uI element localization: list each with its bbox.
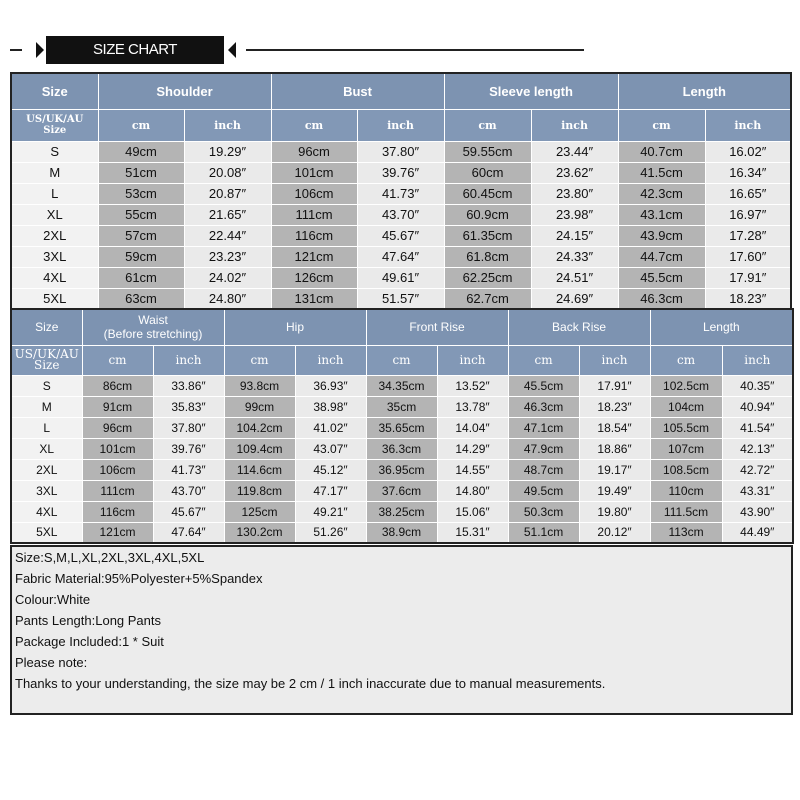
cm-value-cell: 121cm xyxy=(271,246,357,267)
length-header: Length xyxy=(618,73,791,109)
inch-value-cell: 39.76″ xyxy=(153,438,224,459)
cm-value-cell: 93.8cm xyxy=(224,375,295,396)
cm-value-cell: 37.6cm xyxy=(366,480,437,501)
cm-value-cell: 60.45cm xyxy=(444,183,531,204)
cm-value-cell: 111cm xyxy=(271,204,357,225)
cm-value-cell: 40.7cm xyxy=(618,141,705,162)
cm-value-cell: 106cm xyxy=(271,183,357,204)
cm-value-cell: 50.3cm xyxy=(508,501,579,522)
inch-value-cell: 22.44″ xyxy=(184,225,271,246)
cm-value-cell: 131cm xyxy=(271,288,357,309)
inch-value-cell: 35.83″ xyxy=(153,396,224,417)
inch-value-cell: 24.80″ xyxy=(184,288,271,309)
bottom-size-table xyxy=(10,308,794,544)
table-row xyxy=(11,141,791,162)
info-pants-length-line: Pants Length:Long Pants xyxy=(15,613,162,628)
unit-cm: cm xyxy=(650,345,722,375)
cm-value-cell: 36.3cm xyxy=(366,438,437,459)
inch-value-cell: 42.72″ xyxy=(722,459,793,480)
size-cell: L xyxy=(11,417,82,438)
banner-right-notch xyxy=(228,42,236,58)
inch-value-cell: 45.67″ xyxy=(153,501,224,522)
inch-value-cell: 40.94″ xyxy=(722,396,793,417)
size-cell: 4XL xyxy=(11,501,82,522)
inch-value-cell: 42.13″ xyxy=(722,438,793,459)
cm-value-cell: 49cm xyxy=(98,141,184,162)
inch-value-cell: 21.65″ xyxy=(184,204,271,225)
unit-inch: inch xyxy=(184,109,271,141)
bottom-table-unit-row xyxy=(11,345,793,375)
inch-value-cell: 43.31″ xyxy=(722,480,793,501)
cm-value-cell: 121cm xyxy=(82,522,153,543)
cm-value-cell: 114.6cm xyxy=(224,459,295,480)
size-region-label: US/UK/AU Size xyxy=(11,345,82,375)
cm-value-cell: 101cm xyxy=(271,162,357,183)
inch-value-cell: 17.91″ xyxy=(579,375,650,396)
cm-value-cell: 46.3cm xyxy=(508,396,579,417)
inch-value-cell: 40.35″ xyxy=(722,375,793,396)
bust-header: Bust xyxy=(271,73,444,109)
sleeve-length-header: Sleeve length xyxy=(444,73,618,109)
cm-value-cell: 119.8cm xyxy=(224,480,295,501)
inch-value-cell: 43.70″ xyxy=(153,480,224,501)
inch-value-cell: 17.28″ xyxy=(705,225,791,246)
cm-value-cell: 111.5cm xyxy=(650,501,722,522)
inch-value-cell: 18.23″ xyxy=(579,396,650,417)
unit-cm: cm xyxy=(508,345,579,375)
size-chart-header xyxy=(0,36,800,66)
inch-value-cell: 16.02″ xyxy=(705,141,791,162)
table-row xyxy=(11,183,791,204)
table-row xyxy=(11,246,791,267)
inch-value-cell: 47.64″ xyxy=(153,522,224,543)
cm-value-cell: 99cm xyxy=(224,396,295,417)
inch-value-cell: 41.73″ xyxy=(153,459,224,480)
cm-value-cell: 44.7cm xyxy=(618,246,705,267)
inch-value-cell: 18.23″ xyxy=(705,288,791,309)
unit-cm: cm xyxy=(271,109,357,141)
bottom-table-body xyxy=(11,375,793,543)
top-table-header-row xyxy=(11,73,791,109)
inch-value-cell: 33.86″ xyxy=(153,375,224,396)
cm-value-cell: 110cm xyxy=(650,480,722,501)
inch-value-cell: 20.12″ xyxy=(579,522,650,543)
inch-value-cell: 19.49″ xyxy=(579,480,650,501)
inch-value-cell: 39.76″ xyxy=(357,162,444,183)
cm-value-cell: 48.7cm xyxy=(508,459,579,480)
size-cell: 5XL xyxy=(11,288,98,309)
cm-value-cell: 107cm xyxy=(650,438,722,459)
cm-value-cell: 125cm xyxy=(224,501,295,522)
cm-value-cell: 63cm xyxy=(98,288,184,309)
info-package-line: Package Included:1 * Suit xyxy=(15,634,164,649)
cm-value-cell: 35.65cm xyxy=(366,417,437,438)
table-row xyxy=(11,267,791,288)
table-row xyxy=(11,288,791,309)
cm-value-cell: 57cm xyxy=(98,225,184,246)
unit-inch: inch xyxy=(579,345,650,375)
table-row xyxy=(11,225,791,246)
cm-value-cell: 96cm xyxy=(271,141,357,162)
cm-value-cell: 60cm xyxy=(444,162,531,183)
cm-value-cell: 45.5cm xyxy=(618,267,705,288)
inch-value-cell: 38.98″ xyxy=(295,396,366,417)
unit-inch: inch xyxy=(437,345,508,375)
unit-inch: inch xyxy=(722,345,793,375)
cm-value-cell: 36.95cm xyxy=(366,459,437,480)
cm-value-cell: 126cm xyxy=(271,267,357,288)
table-row xyxy=(11,162,791,183)
info-size-line: Size:S,M,L,XL,2XL,3XL,4XL,5XL xyxy=(15,550,205,565)
bottom-table-header-row xyxy=(11,309,793,345)
unit-cm: cm xyxy=(444,109,531,141)
size-header: Size xyxy=(11,73,98,109)
cm-value-cell: 105.5cm xyxy=(650,417,722,438)
inch-value-cell: 41.54″ xyxy=(722,417,793,438)
header-dash xyxy=(10,49,22,51)
inch-value-cell: 19.29″ xyxy=(184,141,271,162)
inch-value-cell: 17.91″ xyxy=(705,267,791,288)
cm-value-cell: 116cm xyxy=(271,225,357,246)
cm-value-cell: 51.1cm xyxy=(508,522,579,543)
front-rise-header: Front Rise xyxy=(366,309,508,345)
inch-value-cell: 36.93″ xyxy=(295,375,366,396)
cm-value-cell: 59cm xyxy=(98,246,184,267)
inch-value-cell: 23.62″ xyxy=(531,162,618,183)
inch-value-cell: 19.17″ xyxy=(579,459,650,480)
inch-value-cell: 44.49″ xyxy=(722,522,793,543)
inch-value-cell: 23.44″ xyxy=(531,141,618,162)
cm-value-cell: 106cm xyxy=(82,459,153,480)
cm-value-cell: 38.9cm xyxy=(366,522,437,543)
inch-value-cell: 16.65″ xyxy=(705,183,791,204)
size-cell: 3XL xyxy=(11,246,98,267)
inch-value-cell: 23.98″ xyxy=(531,204,618,225)
back-rise-header: Back Rise xyxy=(508,309,650,345)
inch-value-cell: 14.29″ xyxy=(437,438,508,459)
inch-value-cell: 14.80″ xyxy=(437,480,508,501)
table-row xyxy=(11,480,793,501)
table-row xyxy=(11,438,793,459)
inch-value-cell: 45.12″ xyxy=(295,459,366,480)
cm-value-cell: 111cm xyxy=(82,480,153,501)
size-cell: L xyxy=(11,183,98,204)
cm-value-cell: 96cm xyxy=(82,417,153,438)
size-chart-title: SIZE CHART xyxy=(46,36,224,64)
size-cell: M xyxy=(11,162,98,183)
cm-value-cell: 116cm xyxy=(82,501,153,522)
inch-value-cell: 51.26″ xyxy=(295,522,366,543)
table-row xyxy=(11,204,791,225)
cm-value-cell: 45.5cm xyxy=(508,375,579,396)
size-cell: 2XL xyxy=(11,225,98,246)
inch-value-cell: 18.86″ xyxy=(579,438,650,459)
inch-value-cell: 13.52″ xyxy=(437,375,508,396)
inch-value-cell: 13.78″ xyxy=(437,396,508,417)
unit-inch: inch xyxy=(357,109,444,141)
banner-left-notch xyxy=(36,42,44,58)
size-cell: 4XL xyxy=(11,267,98,288)
cm-value-cell: 43.9cm xyxy=(618,225,705,246)
cm-value-cell: 109.4cm xyxy=(224,438,295,459)
cm-value-cell: 104.2cm xyxy=(224,417,295,438)
unit-cm: cm xyxy=(224,345,295,375)
table-row xyxy=(11,522,793,543)
inch-value-cell: 14.55″ xyxy=(437,459,508,480)
cm-value-cell: 102.5cm xyxy=(650,375,722,396)
size-cell: S xyxy=(11,375,82,396)
inch-value-cell: 43.70″ xyxy=(357,204,444,225)
cm-value-cell: 47.9cm xyxy=(508,438,579,459)
cm-value-cell: 61.35cm xyxy=(444,225,531,246)
cm-value-cell: 61cm xyxy=(98,267,184,288)
info-note-text: Thanks to your understanding, the size may be 2 cm / 1 inch inaccurate due to manual measurements. xyxy=(15,676,606,691)
cm-value-cell: 43.1cm xyxy=(618,204,705,225)
unit-inch: inch xyxy=(531,109,618,141)
cm-value-cell: 59.55cm xyxy=(444,141,531,162)
cm-value-cell: 51cm xyxy=(98,162,184,183)
table-row xyxy=(11,417,793,438)
size-cell: XL xyxy=(11,438,82,459)
table-row xyxy=(11,396,793,417)
inch-value-cell: 23.23″ xyxy=(184,246,271,267)
cm-value-cell: 49.5cm xyxy=(508,480,579,501)
hip-header: Hip xyxy=(224,309,366,345)
cm-value-cell: 104cm xyxy=(650,396,722,417)
unit-cm: cm xyxy=(618,109,705,141)
unit-cm: cm xyxy=(82,345,153,375)
cm-value-cell: 46.3cm xyxy=(618,288,705,309)
unit-inch: inch xyxy=(153,345,224,375)
size-cell: M xyxy=(11,396,82,417)
table-row xyxy=(11,375,793,396)
inch-value-cell: 19.80″ xyxy=(579,501,650,522)
size-region-label: US/UK/AU Size xyxy=(11,109,98,141)
cm-value-cell: 61.8cm xyxy=(444,246,531,267)
unit-inch: inch xyxy=(295,345,366,375)
unit-cm: cm xyxy=(98,109,184,141)
inch-value-cell: 51.57″ xyxy=(357,288,444,309)
size-cell: XL xyxy=(11,204,98,225)
inch-value-cell: 15.06″ xyxy=(437,501,508,522)
inch-value-cell: 45.67″ xyxy=(357,225,444,246)
unit-cm: cm xyxy=(366,345,437,375)
inch-value-cell: 15.31″ xyxy=(437,522,508,543)
cm-value-cell: 60.9cm xyxy=(444,204,531,225)
inch-value-cell: 37.80″ xyxy=(153,417,224,438)
length-header: Length xyxy=(650,309,793,345)
waist-header: Waist (Before stretching) xyxy=(82,309,224,345)
inch-value-cell: 20.87″ xyxy=(184,183,271,204)
cm-value-cell: 38.25cm xyxy=(366,501,437,522)
inch-value-cell: 24.33″ xyxy=(531,246,618,267)
inch-value-cell: 43.07″ xyxy=(295,438,366,459)
inch-value-cell: 14.04″ xyxy=(437,417,508,438)
cm-value-cell: 101cm xyxy=(82,438,153,459)
inch-value-cell: 16.34″ xyxy=(705,162,791,183)
inch-value-cell: 18.54″ xyxy=(579,417,650,438)
header-rule xyxy=(246,49,584,51)
inch-value-cell: 41.02″ xyxy=(295,417,366,438)
cm-value-cell: 34.35cm xyxy=(366,375,437,396)
top-size-table xyxy=(10,72,792,310)
top-table-body xyxy=(11,141,791,309)
cm-value-cell: 62.7cm xyxy=(444,288,531,309)
table-row xyxy=(11,501,793,522)
unit-inch: inch xyxy=(705,109,791,141)
inch-value-cell: 49.61″ xyxy=(357,267,444,288)
cm-value-cell: 130.2cm xyxy=(224,522,295,543)
inch-value-cell: 16.97″ xyxy=(705,204,791,225)
top-table-unit-row xyxy=(11,109,791,141)
cm-value-cell: 55cm xyxy=(98,204,184,225)
size-cell: S xyxy=(11,141,98,162)
inch-value-cell: 24.69″ xyxy=(531,288,618,309)
inch-value-cell: 47.64″ xyxy=(357,246,444,267)
size-cell: 2XL xyxy=(11,459,82,480)
cm-value-cell: 35cm xyxy=(366,396,437,417)
inch-value-cell: 49.21″ xyxy=(295,501,366,522)
table-row xyxy=(11,459,793,480)
inch-value-cell: 47.17″ xyxy=(295,480,366,501)
shoulder-header: Shoulder xyxy=(98,73,271,109)
info-note-heading: Please note: xyxy=(15,655,88,670)
inch-value-cell: 24.51″ xyxy=(531,267,618,288)
size-header: Size xyxy=(11,309,82,345)
inch-value-cell: 24.15″ xyxy=(531,225,618,246)
product-info-box xyxy=(10,545,793,715)
cm-value-cell: 86cm xyxy=(82,375,153,396)
size-cell: 5XL xyxy=(11,522,82,543)
inch-value-cell: 23.80″ xyxy=(531,183,618,204)
info-colour-line: Colour:White xyxy=(15,592,91,607)
inch-value-cell: 43.90″ xyxy=(722,501,793,522)
cm-value-cell: 47.1cm xyxy=(508,417,579,438)
inch-value-cell: 24.02″ xyxy=(184,267,271,288)
info-material-line: Fabric Material:95%Polyester+5%Spandex xyxy=(15,571,263,586)
cm-value-cell: 53cm xyxy=(98,183,184,204)
inch-value-cell: 17.60″ xyxy=(705,246,791,267)
inch-value-cell: 41.73″ xyxy=(357,183,444,204)
inch-value-cell: 20.08″ xyxy=(184,162,271,183)
cm-value-cell: 113cm xyxy=(650,522,722,543)
inch-value-cell: 37.80″ xyxy=(357,141,444,162)
cm-value-cell: 42.3cm xyxy=(618,183,705,204)
size-cell: 3XL xyxy=(11,480,82,501)
cm-value-cell: 62.25cm xyxy=(444,267,531,288)
cm-value-cell: 91cm xyxy=(82,396,153,417)
cm-value-cell: 108.5cm xyxy=(650,459,722,480)
cm-value-cell: 41.5cm xyxy=(618,162,705,183)
